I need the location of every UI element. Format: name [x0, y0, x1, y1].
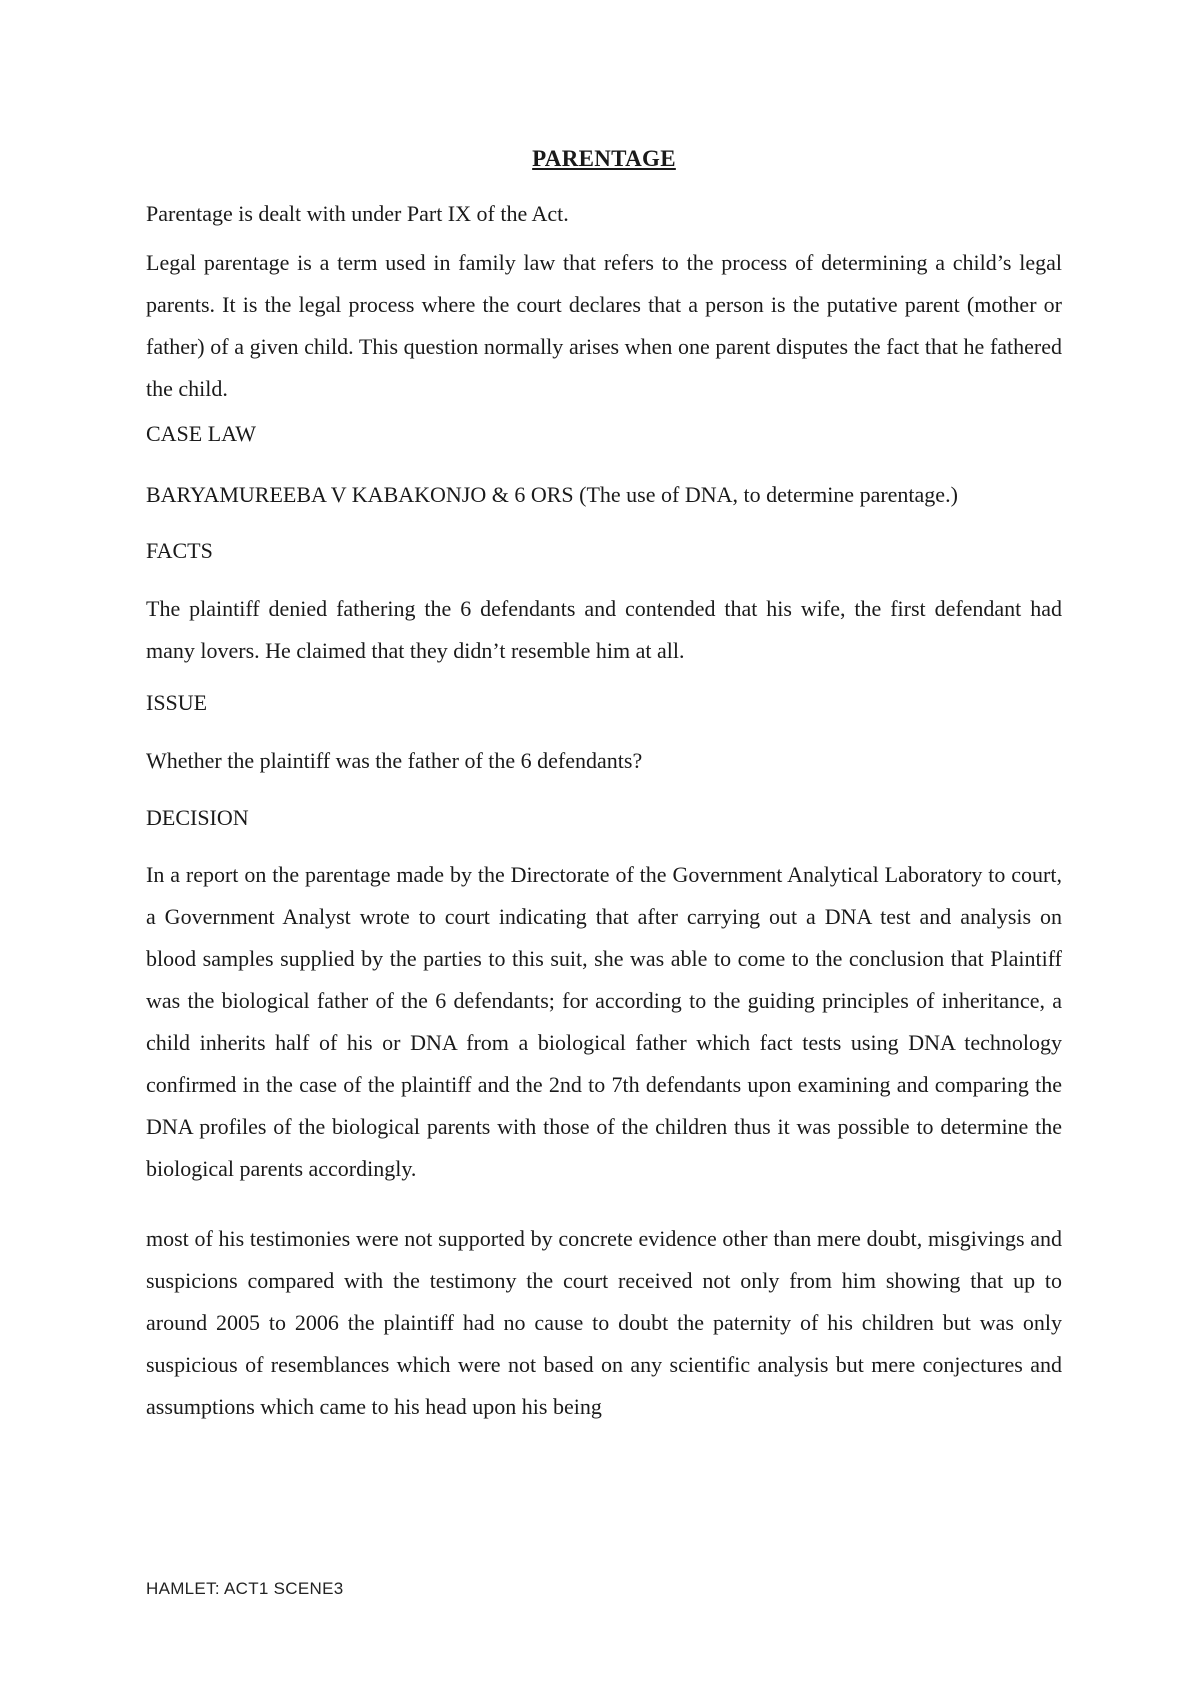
case-title: BARYAMUREEBA V KABAKONJO & 6 ORS (The use of DNA, to determine parentage.)	[146, 482, 958, 507]
facts-heading: FACTS	[146, 538, 213, 563]
document-title: PARENTAGE	[532, 146, 676, 171]
intro-paragraph: Parentage is dealt with under Part IX of the Act.	[146, 201, 569, 226]
decision-paragraph-2: most of his testimonies were not supported by concrete evidence other than mere doubt, misgivings and suspicions compared with the testimony the court received not only from him showing that up to around 2005 to 2006 the plaintiff had no cause to doubt the paternity of his children but was only suspicious of resemblances which were not based on any scientific analysis but mere conjectures and assumptions which came to his head upon his being	[146, 1226, 1062, 1419]
legal-parentage-paragraph: Legal parentage is a term used in family law that refers to the process of determining a child’s legal parents. It is the legal process where the court declares that a person is the putative parent (mother or father) of a given child. This question normally arises when one parent disputes the fact that he fathered the child.	[146, 250, 1062, 401]
decision-heading: DECISION	[146, 805, 249, 830]
facts-paragraph: The plaintiff denied fathering the 6 defendants and contended that his wife, the first defendant had many lovers. He claimed that they didn’t resemble him at all.	[146, 596, 1062, 663]
issue-heading: ISSUE	[146, 690, 208, 715]
decision-paragraph-1: In a report on the parentage made by the Directorate of the Government Analytical Laboratory to court, a Government Analyst wrote to court indicating that after carrying out a DNA test and analysis on blood samples supplied by the parties to this suit, she was able to come to the conclusion that Plaintiff was the biological father of the 6 defendants; for according to the guiding principles of inheritance, a child inherits half of his or DNA from a biological father which fact tests using DNA technology confirmed in the case of the plaintiff and the 2nd to 7th defendants upon examining and comparing the DNA profiles of the biological parents with those of the children thus it was possible to determine the biological parents accordingly.	[146, 862, 1062, 1181]
page-footer: HAMLET: ACT1 SCENE3	[146, 1579, 344, 1598]
issue-paragraph: Whether the plaintiff was the father of the 6 defendants?	[146, 748, 643, 773]
case-law-heading: CASE LAW	[146, 421, 257, 446]
document-page	[146, 0, 1062, 1696]
